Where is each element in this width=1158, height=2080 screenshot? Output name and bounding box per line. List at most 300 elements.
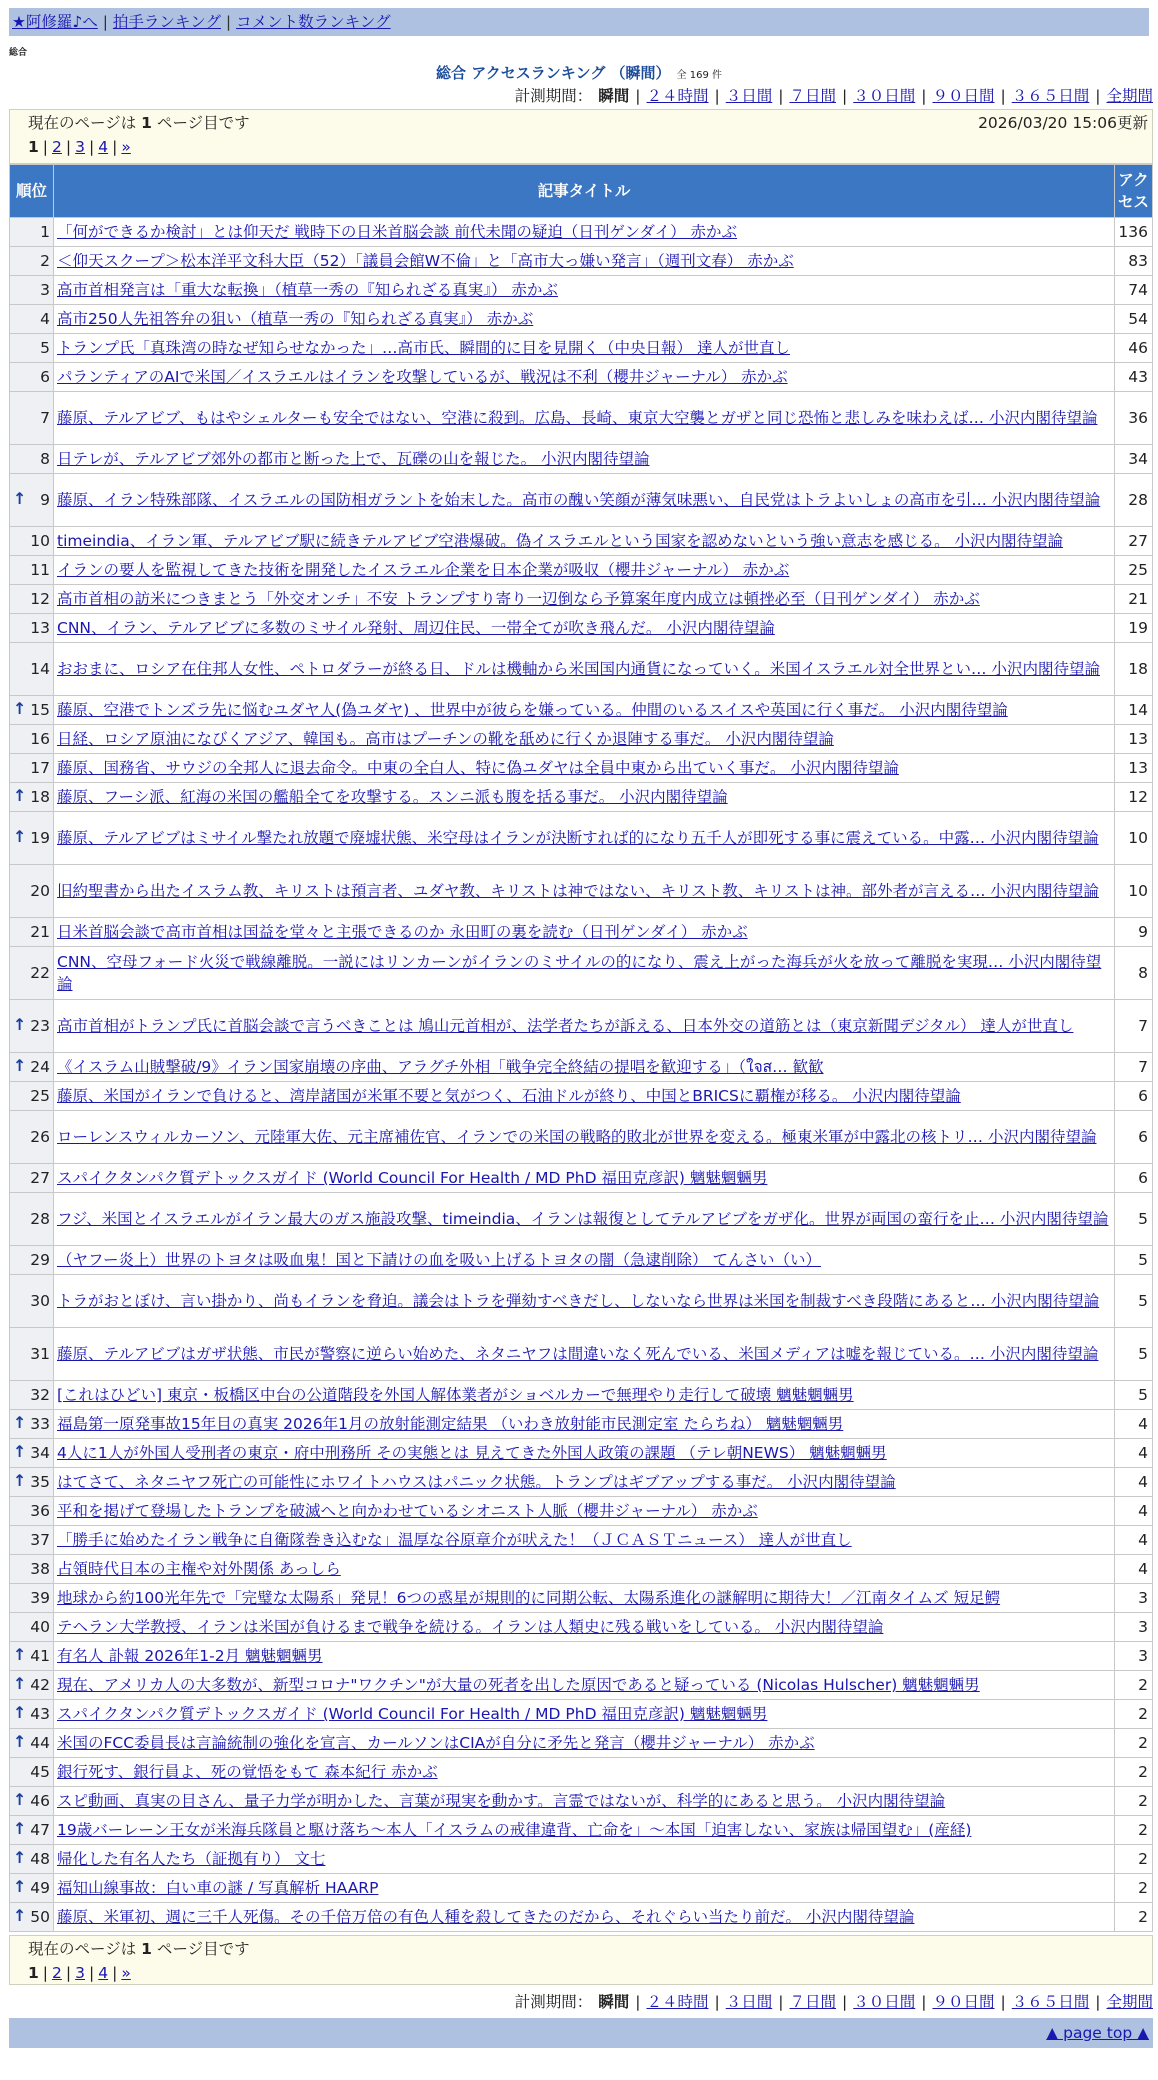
clap-ranking-link[interactable]: 拍手ランキング	[112, 13, 221, 31]
period-link-6[interactable]: ３６５日間	[1011, 87, 1090, 105]
article-link[interactable]: 藤原、フーシ派、紅海の米国の艦船全てを攻撃する。スンニ派も腹を括る事だ。 小沢内閣待望論	[57, 788, 728, 806]
article-link[interactable]: （ヤフー炎上）世界のトヨタは吸血鬼！国と下請けの血を吸い上げるトヨタの闇（急逮削除） てんさい（い）	[57, 1251, 821, 1269]
rank-cell	[10, 1381, 54, 1410]
table-row	[10, 614, 1153, 643]
access-count: 5	[1115, 1275, 1153, 1328]
title-cell	[54, 783, 1115, 812]
period-separator: |	[714, 1993, 720, 2011]
article-link[interactable]: イランの要人を監視してきた技術を開発したイスラエル企業を日本企業が吸収（櫻井ジャーナル） 赤かぶ	[57, 561, 790, 579]
table-row	[10, 1729, 1153, 1758]
table-row	[10, 1439, 1153, 1468]
rank-number: 5	[40, 339, 50, 357]
article-link[interactable]: パランティアのAIで米国／イスラエルはイランを攻撃しているが、戦況は不利（櫻井ジャーナル） 赤かぶ	[57, 368, 788, 386]
page-link-4[interactable]: 4	[98, 138, 109, 156]
title-cell	[54, 1729, 1115, 1758]
rank-cell	[10, 1082, 54, 1111]
title-cell	[54, 865, 1115, 918]
title-cell	[54, 474, 1115, 527]
period-selector-top	[9, 86, 1153, 106]
rank-number: 16	[30, 730, 50, 748]
up-arrow-icon: ↑	[13, 1732, 27, 1751]
rank-number: 1	[40, 223, 50, 241]
rank-cell	[10, 812, 54, 865]
table-row	[10, 1275, 1153, 1328]
table-row	[10, 1111, 1153, 1164]
table-row	[10, 1410, 1153, 1439]
period-separator: |	[921, 1993, 927, 2011]
up-arrow-icon: ↑	[13, 1442, 27, 1461]
access-count: 3	[1115, 1642, 1153, 1671]
table-row	[10, 1613, 1153, 1642]
rank-cell	[10, 1193, 54, 1246]
access-count: 2	[1115, 1671, 1153, 1700]
article-link[interactable]: 銀行死す、銀行員よ、死の覚悟をもて 森本紀行 赤かぶ	[57, 1763, 438, 1781]
period-link-7[interactable]: 全期間	[1106, 87, 1153, 105]
rank-cell	[10, 1903, 54, 1932]
rank-number: 21	[30, 923, 50, 941]
page-link-3[interactable]: 3	[75, 138, 86, 156]
article-link[interactable]: 日経、ロシア原油になびくアジア、韓国も。高市はプーチンの靴を舐めに行くか退陣する事だ。 小沢内閣待望論	[57, 730, 834, 748]
current-page-text: 現在のページは 1 ページ目です	[28, 114, 250, 132]
page-links	[28, 1963, 131, 1983]
footer-bar	[9, 2018, 1153, 2048]
article-link[interactable]: 米国のFCC委員長は言論統制の強化を宣言、カールソンはCIAが自分に矛先と発言（櫻井ジャーナル） 赤かぶ	[57, 1734, 815, 1752]
period-link-4[interactable]: ３０日間	[853, 87, 916, 105]
up-arrow-icon: ↑	[13, 786, 27, 805]
rank-cell	[10, 614, 54, 643]
access-count: 2	[1115, 1816, 1153, 1845]
table-row	[10, 812, 1153, 865]
rank-number: 26	[30, 1128, 50, 1146]
article-link[interactable]: 藤原、テルアビブはガザ状態、市民が警察に逆らい始めた、ネタニヤフは間違いなく死んでいる、米国メディアは嘘を報じている。… 小沢内閣待望論	[57, 1345, 1099, 1363]
access-count: 4	[1115, 1526, 1153, 1555]
rank-number: 39	[30, 1589, 50, 1607]
article-link[interactable]: 藤原、米国がイランで負けると、湾岸諸国が米軍不要と気がつく、石油ドルが終り、中国とBRICSに覇権が移る。 小沢内閣待望論	[57, 1087, 961, 1105]
table-row	[10, 1381, 1153, 1410]
rank-cell	[10, 1671, 54, 1700]
title-cell	[54, 812, 1115, 865]
period-separator: |	[635, 1993, 641, 2011]
table-row	[10, 556, 1153, 585]
period-link-1[interactable]: ２４時間	[646, 1993, 709, 2011]
rank-cell	[10, 334, 54, 363]
access-count: 4	[1115, 1468, 1153, 1497]
table-row	[10, 783, 1153, 812]
rank-number: 33	[30, 1415, 50, 1433]
article-link[interactable]: 藤原、国務省、サウジの全邦人に退去命令。中東の全白人、特に偽ユダヤは全員中東から出ていく事だ。 小沢内閣待望論	[57, 759, 899, 777]
rank-cell	[10, 1111, 54, 1164]
title-cell	[54, 754, 1115, 783]
article-link[interactable]: テヘラン大学教授、イランは米国が負けるまで戦争を続ける。イランは人類史に残る戦いをしている。 小沢内閣待望論	[57, 1618, 884, 1636]
access-count: 54	[1115, 305, 1153, 334]
access-count: 4	[1115, 1410, 1153, 1439]
table-row	[10, 1053, 1153, 1082]
period-link-6[interactable]: ３６５日間	[1011, 1993, 1090, 2011]
table-row	[10, 1671, 1153, 1700]
article-link[interactable]: timeindia、イラン軍、テルアビブ駅に続きテルアビブ空港爆破。偽イスラエルという国家を認めないという強い意志を感じる。 小沢内閣待望論	[57, 532, 1064, 550]
article-link[interactable]: 現在、アメリカ人の大多数が、新型コロナ"ワクチン"が大量の死者を出した原因であると疑っている (Nicolas Hulscher) 魑魅魍魎男	[57, 1676, 980, 1694]
article-link[interactable]: 藤原、テルアビブはミサイル撃たれ放題で廃墟状態、米空母はイランが決断すれば的になり五千人が即死する事に震えている。中露… 小沢内閣待望論	[57, 829, 1099, 847]
rank-number: 15	[30, 701, 50, 719]
up-arrow-icon: ↑	[13, 1877, 27, 1896]
access-count: 21	[1115, 585, 1153, 614]
article-link[interactable]: スピ動画、真実の目さん、量子力学が明かした、言葉が現実を動かす。言霊ではないが、科学的にあると思う。 小沢内閣待望論	[57, 1792, 946, 1810]
rank-cell	[10, 1328, 54, 1381]
title-cell	[54, 947, 1115, 1000]
article-link[interactable]: 4人に1人が外国人受刑者の東京・府中刑務所 その実態とは 見えてきた外国人政策の課題 （テレ朝NEWS） 魑魅魍魎男	[57, 1444, 887, 1462]
up-arrow-icon: ↑	[13, 1848, 27, 1867]
rank-number: 18	[30, 788, 50, 806]
access-count: 8	[1115, 947, 1153, 1000]
table-row	[10, 1468, 1153, 1497]
page-separator: |	[89, 138, 95, 156]
table-row	[10, 754, 1153, 783]
article-link[interactable]: 占領時代日本の主権や対外関係 あっしら	[57, 1560, 341, 1578]
title-cell	[54, 1246, 1115, 1275]
next-page-link[interactable]: »	[121, 138, 131, 156]
title-cell	[54, 1410, 1115, 1439]
access-count: 6	[1115, 1111, 1153, 1164]
title-cell	[54, 1000, 1115, 1053]
title-cell	[54, 276, 1115, 305]
rank-number: 7	[40, 409, 50, 427]
page-links	[28, 137, 131, 157]
article-link[interactable]: CNN、イラン、テルアビブに多数のミサイル発射、周辺住民、一帯全てが吹き飛んだ。 小沢内閣待望論	[57, 619, 775, 637]
rank-cell	[10, 865, 54, 918]
page-heading	[0, 63, 1158, 86]
access-count: 28	[1115, 474, 1153, 527]
access-count: 5	[1115, 1246, 1153, 1275]
access-count: 27	[1115, 527, 1153, 556]
period-separator: |	[635, 87, 641, 105]
article-link[interactable]: 19歳バーレーン王女が米海兵隊員と駆け落ち〜本人「イスラムの戒律違背、亡命を」〜本国「迫害しない、家族は帰国望む」(産経)	[57, 1821, 972, 1839]
article-link[interactable]: 「何ができるか検討」とは仰天だ 戦時下の日米首脳会談 前代未聞の疑迫（日刊ゲンダイ） 赤かぶ	[57, 223, 738, 241]
rank-number: 11	[30, 561, 50, 579]
article-link[interactable]: [これはひどい] 東京・板橋区中台の公道階段を外国人解体業者がショベルカーで無理やり走行して破壊 魑魅魍魎男	[57, 1386, 854, 1404]
up-arrow-icon: ↑	[13, 699, 27, 718]
access-count: 3	[1115, 1584, 1153, 1613]
article-link[interactable]: スパイクタンパク質デトックスガイド (World Council For Health / MD PhD 福田克彦訳) 魑魅魍魎男	[57, 1169, 768, 1187]
rank-cell	[10, 247, 54, 276]
up-arrow-icon: ↑	[13, 1790, 27, 1809]
pager-bottom	[9, 1935, 1153, 1985]
rank-cell	[10, 1555, 54, 1584]
table-row	[10, 334, 1153, 363]
access-count: 3	[1115, 1613, 1153, 1642]
page-link-4[interactable]: 4	[98, 1964, 109, 1982]
article-link[interactable]: 帰化した有名人たち（証拠有り） 文七	[57, 1850, 326, 1868]
period-separator: |	[1000, 87, 1006, 105]
rank-number: 4	[40, 310, 50, 328]
column-header-rank: 順位	[10, 165, 54, 218]
nav-separator: |	[225, 13, 232, 31]
page-separator: |	[65, 138, 72, 156]
page-separator: |	[112, 138, 118, 156]
title-cell	[54, 1328, 1115, 1381]
table-row	[10, 1642, 1153, 1671]
title-cell	[54, 1164, 1115, 1193]
article-link[interactable]: 地球から約100光年先で「完璧な太陽系」発見！6つの惑星が規則的に同期公転、太陽系進化の謎解明に期待大！／江南タイムズ 短足鰐	[57, 1589, 1001, 1607]
article-link[interactable]: トランプ氏「真珠湾の時なぜ知らせなかった」…高市氏、瞬間的に目を見開く（中央日報） 達人が世直し	[57, 339, 790, 357]
title-cell	[54, 218, 1115, 247]
title-cell	[54, 1082, 1115, 1111]
article-link[interactable]: フジ、米国とイスラエルがイラン最大のガス施設攻撃、timeindia、イランは報復としてテルアビブをガザ化。世界が両国の蛮行を止… 小沢内閣待望論	[57, 1210, 1109, 1228]
column-header-views: アクセス	[1115, 165, 1153, 218]
page-top-link[interactable]: ▲ page top ▲	[1046, 2024, 1149, 2042]
access-count: 2	[1115, 1903, 1153, 1932]
article-link[interactable]: トラがおとぼけ、言い掛かり、尚もイランを脅迫。議会はトラを弾劾すべきだし、しないなら世界は米国を制裁すべき段階にあると… 小沢内閣待望論	[57, 1292, 1100, 1310]
article-link[interactable]: 福知山線事故：白い車の謎 / 写真解析 HAARP	[57, 1879, 379, 1897]
table-row	[10, 1164, 1153, 1193]
article-link[interactable]: 福島第一原発事故15年目の真実 2026年1月の放射能測定結果 （いわき放射能市民測定室 たらちね） 魑魅魍魎男	[57, 1415, 844, 1433]
period-link-1[interactable]: ２４時間	[646, 87, 709, 105]
table-row	[10, 1497, 1153, 1526]
rank-cell	[10, 1642, 54, 1671]
article-link[interactable]: 高市首相発言は「重大な転換」（植草一秀の『知られざる真実』） 赤かぶ	[57, 281, 558, 299]
access-count: 10	[1115, 812, 1153, 865]
rank-number: 24	[30, 1058, 50, 1076]
title-cell	[54, 1816, 1115, 1845]
rank-cell	[10, 918, 54, 947]
ranking-rows	[10, 218, 1153, 1932]
access-count: 36	[1115, 392, 1153, 445]
title-cell	[54, 643, 1115, 696]
access-count: 4	[1115, 1555, 1153, 1584]
rank-number: 40	[30, 1618, 50, 1636]
table-row	[10, 392, 1153, 445]
table-row	[10, 947, 1153, 1000]
article-link[interactable]: 高市首相の訪米につきまとう「外交オンチ」不安 トランプすり寄り一辺倒なら予算案年度内成立は頓挫必至（日刊ゲンダイ） 赤かぶ	[57, 590, 980, 608]
period-selector-bottom	[9, 1992, 1153, 2012]
article-link[interactable]: 有名人 訃報 2026年1-2月 魑魅魍魎男	[57, 1647, 323, 1665]
article-link[interactable]: おおまに、ロシア在住邦人女性、ペトロダラーが終る日、ドルは機軸から米国国内通貨になっていく。米国イスラエル対全世界とい… 小沢内閣待望論	[57, 660, 1100, 678]
table-row	[10, 1845, 1153, 1874]
period-link-3[interactable]: ７日間	[789, 1993, 836, 2011]
access-count: 9	[1115, 918, 1153, 947]
article-link[interactable]: 高市首相がトランプ氏に首脳会談で言うべきことは 鳩山元首相が、法学者たちが訴える、日本外交の道筋とは（東京新聞デジタル） 達人が世直し	[57, 1017, 1074, 1035]
up-arrow-icon: ↑	[13, 1471, 27, 1490]
next-page-link[interactable]: »	[121, 1964, 131, 1982]
table-row	[10, 585, 1153, 614]
table-row	[10, 1082, 1153, 1111]
period-separator: |	[778, 1993, 784, 2011]
table-row	[10, 1526, 1153, 1555]
article-link[interactable]: 高市250人先祖答弁の狙い（植草一秀の『知られざる真実』） 赤かぶ	[57, 310, 534, 328]
article-link[interactable]: 日米首脳会談で高市首相は国益を堂々と主張できるのか 永田町の裏を読む（日刊ゲンダイ） 赤かぶ	[57, 923, 748, 941]
rank-cell	[10, 1758, 54, 1787]
access-count: 2	[1115, 1787, 1153, 1816]
up-arrow-icon: ↑	[13, 1645, 27, 1664]
article-link[interactable]: 藤原、米軍初、週に三千人死傷。その千倍万倍の有色人種を殺してきたのだから、それぐらい当たり前だ。 小沢内閣待望論	[57, 1908, 915, 1926]
table-row	[10, 474, 1153, 527]
access-count: 2	[1115, 1845, 1153, 1874]
article-link[interactable]: スパイクタンパク質デトックスガイド (World Council For Health / MD PhD 福田克彦訳) 魑魅魍魎男	[57, 1705, 768, 1723]
rank-number: 31	[30, 1345, 50, 1363]
access-count: 5	[1115, 1193, 1153, 1246]
title-cell	[54, 1584, 1115, 1613]
current-page-text: 現在のページは 1 ページ目です	[28, 1940, 250, 1958]
rank-number: 13	[30, 619, 50, 637]
rank-cell	[10, 1526, 54, 1555]
page-separator: |	[89, 1964, 95, 1982]
title-cell	[54, 1613, 1115, 1642]
rank-cell	[10, 1468, 54, 1497]
period-link-5[interactable]: ９０日間	[932, 87, 995, 105]
rank-cell	[10, 1874, 54, 1903]
rank-number: 49	[30, 1879, 50, 1897]
up-arrow-icon: ↑	[13, 1674, 27, 1693]
table-row	[10, 1193, 1153, 1246]
rank-cell	[10, 1700, 54, 1729]
access-count: 43	[1115, 363, 1153, 392]
rank-cell	[10, 363, 54, 392]
up-arrow-icon: ↑	[13, 1819, 27, 1838]
table-row	[10, 918, 1153, 947]
rank-number: 23	[30, 1017, 50, 1035]
title-cell	[54, 725, 1115, 754]
rank-number: 6	[40, 368, 50, 386]
access-count: 2	[1115, 1758, 1153, 1787]
access-count: 4	[1115, 1439, 1153, 1468]
page-link-3[interactable]: 3	[75, 1964, 86, 1982]
article-link[interactable]: 平和を掲げて登場したトランプを破滅へと向かわせているシオニスト人脈（櫻井ジャーナル） 赤かぶ	[57, 1502, 758, 1520]
title-cell	[54, 556, 1115, 585]
article-link[interactable]: ローレンスウィルカーソン、元陸軍大佐、元主席補佐官、イランでの米国の戦略的敗北が世界を変える。極東米軍が中露北の核トリ… 小沢内閣待望論	[57, 1128, 1097, 1146]
period-link-2[interactable]: ３日間	[725, 87, 773, 105]
article-link[interactable]: 旧約聖書から出たイスラム教、キリストは預言者、ユダヤ教、キリストは神ではない、キリスト教、キリストは神。部外者が言える… 小沢内閣待望論	[57, 882, 1099, 900]
rank-number: 38	[30, 1560, 50, 1578]
title-cell	[54, 1642, 1115, 1671]
comment-ranking-link[interactable]: コメント数ランキング	[236, 13, 391, 31]
rank-number: 50	[30, 1908, 50, 1926]
page-current: 1	[28, 1964, 39, 1982]
access-count: 4	[1115, 1497, 1153, 1526]
table-row	[10, 363, 1153, 392]
rank-number: 36	[30, 1502, 50, 1520]
table-row	[10, 445, 1153, 474]
rank-cell	[10, 1613, 54, 1642]
access-count: 5	[1115, 1381, 1153, 1410]
rank-cell	[10, 783, 54, 812]
access-count: 7	[1115, 1053, 1153, 1082]
period-separator: |	[921, 87, 927, 105]
title-cell	[54, 1700, 1115, 1729]
access-count: 6	[1115, 1082, 1153, 1111]
rank-number: 30	[30, 1292, 50, 1310]
rank-cell	[10, 1584, 54, 1613]
rank-cell	[10, 1439, 54, 1468]
period-link-4[interactable]: ３０日間	[853, 1993, 916, 2011]
page-separator: |	[112, 1964, 118, 1982]
rank-cell	[10, 556, 54, 585]
article-link[interactable]: 藤原、空港でトンズラ先に悩むユダヤ人(偽ユダヤ) 、世界中が彼らを嫌っている。仲間のいるスイスや英国に行く事だ。 小沢内閣待望論	[57, 701, 1008, 719]
page-link-2[interactable]: 2	[52, 138, 62, 156]
article-link[interactable]: 「勝手に始めたイラン戦争に自衛隊巻き込むな」温厚な谷原章介が吠えた！（ＪＣＡＳＴニュース） 達人が世直し	[57, 1531, 852, 1549]
article-link[interactable]: 《イスラム山賊撃破/9》イラン国家崩壊の序曲、アラグチ外相「戦争完全終結の提唱を歓迎する」（ใจส… 歓歓	[57, 1058, 824, 1076]
rank-number: 22	[30, 964, 50, 982]
title-cell	[54, 696, 1115, 725]
page-link-2[interactable]: 2	[52, 1964, 62, 1982]
article-link[interactable]: 藤原、テルアビブ、もはやシェルターも安全ではない、空港に殺到。広島、長崎、東京大空襲とガザと同じ恐怖と悲しみを味わえば… 小沢内閣待望論	[57, 409, 1098, 427]
rank-cell	[10, 305, 54, 334]
rank-cell	[10, 1000, 54, 1053]
table-row	[10, 1000, 1153, 1053]
article-link[interactable]: 藤原、イラン特殊部隊、イスラエルの国防相ガラントを始末した。高市の醜い笑顔が薄気味悪い、自民党はトラよいしょの高市を引… 小沢内閣待望論	[57, 491, 1101, 509]
rank-number: 2	[40, 252, 50, 270]
up-arrow-icon: ↑	[13, 1413, 27, 1432]
site-home-link[interactable]: ★阿修羅♪へ	[12, 13, 98, 31]
title-cell	[54, 918, 1115, 947]
rank-cell	[10, 1246, 54, 1275]
rank-cell	[10, 696, 54, 725]
title-cell	[54, 1468, 1115, 1497]
period-link-2[interactable]: ３日間	[725, 1993, 773, 2011]
rank-number: 29	[30, 1251, 50, 1269]
rank-number: 20	[30, 882, 50, 900]
title-cell	[54, 305, 1115, 334]
table-row	[10, 1328, 1153, 1381]
table-row	[10, 725, 1153, 754]
rank-cell	[10, 754, 54, 783]
title-cell	[54, 1193, 1115, 1246]
nav-separator: |	[102, 13, 108, 31]
table-row	[10, 218, 1153, 247]
access-count: 34	[1115, 445, 1153, 474]
rank-cell	[10, 527, 54, 556]
table-row	[10, 696, 1153, 725]
title-cell	[54, 1874, 1115, 1903]
access-count: 14	[1115, 696, 1153, 725]
period-separator: |	[1095, 87, 1101, 105]
title-cell	[54, 1787, 1115, 1816]
rank-number: 34	[30, 1444, 50, 1462]
rank-number: 37	[30, 1531, 50, 1549]
title-cell	[54, 1439, 1115, 1468]
table-row	[10, 1555, 1153, 1584]
rank-number: 12	[30, 590, 50, 608]
title-cell	[54, 392, 1115, 445]
title-cell	[54, 334, 1115, 363]
title-cell	[54, 1903, 1115, 1932]
table-row	[10, 865, 1153, 918]
rank-number: 35	[30, 1473, 50, 1491]
article-link[interactable]: はてさて、ネタニヤフ死亡の可能性にホワイトハウスはパニック状態。トランプはギブアップする事だ。 小沢内閣待望論	[57, 1473, 896, 1491]
table-row	[10, 305, 1153, 334]
category-label: 総合	[9, 48, 28, 58]
table-row	[10, 247, 1153, 276]
rank-number: 46	[30, 1792, 50, 1810]
rank-cell	[10, 947, 54, 1000]
rank-cell	[10, 643, 54, 696]
article-link[interactable]: 日テレが、テルアビブ郊外の都市と断った上で、瓦礫の山を報じた。 小沢内閣待望論	[57, 450, 650, 468]
access-count: 7	[1115, 1000, 1153, 1053]
period-link-3[interactable]: ７日間	[789, 87, 836, 105]
rank-cell	[10, 725, 54, 754]
up-arrow-icon: ↑	[13, 827, 27, 846]
period-link-7[interactable]: 全期間	[1106, 1993, 1153, 2011]
access-count: 46	[1115, 334, 1153, 363]
access-count: 12	[1115, 783, 1153, 812]
title-cell	[54, 1526, 1115, 1555]
table-row	[10, 1700, 1153, 1729]
page-separator: |	[42, 1964, 49, 1982]
title-cell	[54, 247, 1115, 276]
article-link[interactable]: ＜仰天スクープ＞松本洋平文科大臣（52）「議員会館W不倫」と「高市大っ嫌い発言」（週刊文春） 赤かぶ	[57, 252, 794, 270]
page-separator: |	[65, 1964, 72, 1982]
period-link-5[interactable]: ９０日間	[932, 1993, 995, 2011]
rank-number: 9	[40, 491, 50, 509]
article-link[interactable]: CNN、空母フォード火災で戦線離脱。一説にはリンカーンがイランのミサイルの的になり、震え上がった海兵が火を放って離脱を実現… 小沢内閣待望論	[57, 953, 1102, 993]
